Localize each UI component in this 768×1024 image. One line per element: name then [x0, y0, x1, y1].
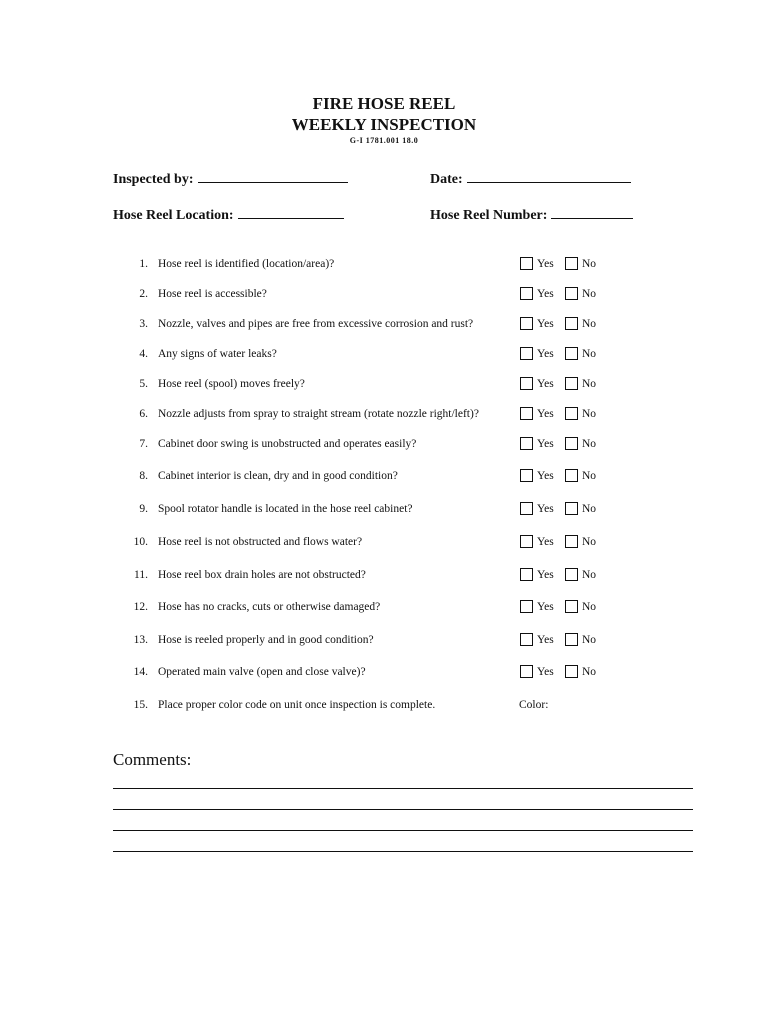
yes-label: Yes — [537, 536, 554, 548]
checklist-item — [0, 663, 768, 681]
yes-label: Yes — [537, 634, 554, 646]
item-number: 1. — [139, 258, 148, 270]
date-label: Date: — [430, 172, 463, 187]
item-text: Cabinet door swing is unobstructed and operates easily? — [158, 438, 417, 450]
inspected-by-field — [113, 168, 348, 189]
comment-line[interactable] — [113, 788, 693, 789]
no-checkbox[interactable] — [565, 502, 578, 515]
no-label: No — [582, 634, 597, 646]
checklist-item — [0, 533, 768, 551]
no-checkbox[interactable] — [565, 469, 578, 482]
hose-reel-location-field — [113, 204, 344, 225]
checklist-item — [0, 500, 768, 518]
no-label: No — [582, 569, 597, 581]
yes-checkbox[interactable] — [520, 347, 533, 360]
item-number: 13. — [133, 634, 148, 646]
no-label: No — [582, 288, 597, 300]
yes-checkbox[interactable] — [520, 437, 533, 450]
yes-label: Yes — [537, 503, 554, 515]
item-number: 2. — [139, 288, 148, 300]
item-number: 11. — [134, 569, 148, 581]
yes-checkbox[interactable] — [520, 535, 533, 548]
form-title-line1: FIRE HOSE REEL — [312, 94, 456, 113]
hose-reel-number-field — [430, 204, 633, 225]
checklist-item — [0, 566, 768, 584]
form-title-line2: WEEKLY INSPECTION — [291, 115, 477, 134]
checklist-item — [0, 631, 768, 649]
no-checkbox[interactable] — [565, 568, 578, 581]
item-text: Nozzle adjusts from spray to straight stream (rotate nozzle right/left)? — [158, 408, 479, 420]
item-number: 6. — [139, 408, 148, 420]
no-label: No — [582, 438, 597, 450]
item-number: 12. — [133, 601, 148, 613]
no-label: No — [582, 536, 597, 548]
yes-label: Yes — [537, 408, 554, 420]
checklist-item — [0, 435, 768, 453]
hose-reel-number-input[interactable] — [551, 204, 633, 219]
yes-checkbox[interactable] — [520, 600, 533, 613]
item-text: Hose is reeled properly and in good condition? — [158, 634, 374, 646]
item-text: Spool rotator handle is located in the hose reel cabinet? — [158, 503, 413, 515]
yes-label: Yes — [537, 569, 554, 581]
item-text: Nozzle, valves and pipes are free from excessive corrosion and rust? — [158, 318, 474, 330]
no-label: No — [582, 348, 597, 360]
item-text: Operated main valve (open and close valve)? — [158, 666, 366, 678]
no-label: No — [582, 666, 597, 678]
date-input[interactable] — [467, 168, 631, 183]
checklist-item — [0, 255, 768, 273]
no-checkbox[interactable] — [565, 377, 578, 390]
no-checkbox[interactable] — [565, 287, 578, 300]
hose-reel-location-label: Hose Reel Location: — [113, 208, 234, 223]
item-text: Place proper color code on unit once inspection is complete. — [158, 699, 436, 711]
item-text: Hose reel is identified (location/area)? — [158, 258, 335, 270]
checklist-item — [0, 598, 768, 616]
yes-label: Yes — [537, 288, 554, 300]
item-text: Hose reel is accessible? — [158, 288, 267, 300]
yes-label: Yes — [537, 601, 554, 613]
item-number: 3. — [139, 318, 148, 330]
item-number: 10. — [133, 536, 148, 548]
hose-reel-location-input[interactable] — [238, 204, 344, 219]
yes-checkbox[interactable] — [520, 377, 533, 390]
no-checkbox[interactable] — [565, 665, 578, 678]
checklist-item — [0, 375, 768, 393]
no-label: No — [582, 601, 597, 613]
item-text: Any signs of water leaks? — [158, 348, 277, 360]
no-checkbox[interactable] — [565, 317, 578, 330]
yes-label: Yes — [537, 666, 554, 678]
yes-checkbox[interactable] — [520, 502, 533, 515]
no-label: No — [582, 258, 597, 270]
hose-reel-number-label: Hose Reel Number: — [430, 208, 548, 223]
comment-line[interactable] — [113, 830, 693, 831]
item-text: Hose has no cracks, cuts or otherwise damaged? — [158, 601, 381, 613]
yes-label: Yes — [537, 318, 554, 330]
no-checkbox[interactable] — [565, 600, 578, 613]
checklist-item — [0, 696, 768, 714]
item-number: 14. — [133, 666, 148, 678]
no-checkbox[interactable] — [565, 633, 578, 646]
item-text: Cabinet interior is clean, dry and in good condition? — [158, 470, 398, 482]
item-number: 4. — [139, 348, 148, 360]
date-field — [430, 168, 631, 189]
item-number: 5. — [139, 378, 148, 390]
yes-label: Yes — [537, 438, 554, 450]
yes-label: Yes — [537, 258, 554, 270]
item-text: Hose reel (spool) moves freely? — [158, 378, 305, 390]
no-label: No — [582, 378, 597, 390]
no-checkbox[interactable] — [565, 437, 578, 450]
item-text: Hose reel is not obstructed and flows water? — [158, 536, 363, 548]
color-label: Color: — [519, 699, 549, 711]
checklist-item — [0, 405, 768, 423]
yes-label: Yes — [537, 470, 554, 482]
inspected-by-input[interactable] — [198, 168, 348, 183]
checklist-item — [0, 467, 768, 485]
no-label: No — [582, 408, 597, 420]
item-number: 15. — [133, 699, 148, 711]
yes-checkbox[interactable] — [520, 469, 533, 482]
no-label: No — [582, 470, 597, 482]
item-number: 9. — [139, 503, 148, 515]
yes-checkbox[interactable] — [520, 407, 533, 420]
checklist-item — [0, 285, 768, 303]
yes-label: Yes — [537, 348, 554, 360]
yes-checkbox[interactable] — [520, 257, 533, 270]
yes-checkbox[interactable] — [520, 665, 533, 678]
yes-checkbox[interactable] — [520, 287, 533, 300]
yes-checkbox[interactable] — [520, 568, 533, 581]
no-checkbox[interactable] — [565, 535, 578, 548]
document-code: G-I 1781.001 18.0 — [349, 136, 419, 145]
checklist-item — [0, 315, 768, 333]
no-checkbox[interactable] — [565, 347, 578, 360]
comment-line[interactable] — [113, 851, 693, 852]
no-checkbox[interactable] — [565, 407, 578, 420]
no-checkbox[interactable] — [565, 257, 578, 270]
checklist-item — [0, 345, 768, 363]
comment-line[interactable] — [113, 809, 693, 810]
yes-label: Yes — [537, 378, 554, 390]
yes-checkbox[interactable] — [520, 633, 533, 646]
comments-heading: Comments: — [113, 750, 192, 769]
no-label: No — [582, 503, 597, 515]
item-number: 8. — [139, 470, 148, 482]
item-text: Hose reel box drain holes are not obstructed? — [158, 569, 366, 581]
yes-checkbox[interactable] — [520, 317, 533, 330]
no-label: No — [582, 318, 597, 330]
item-number: 7. — [139, 438, 148, 450]
inspected-by-label: Inspected by: — [113, 172, 194, 187]
